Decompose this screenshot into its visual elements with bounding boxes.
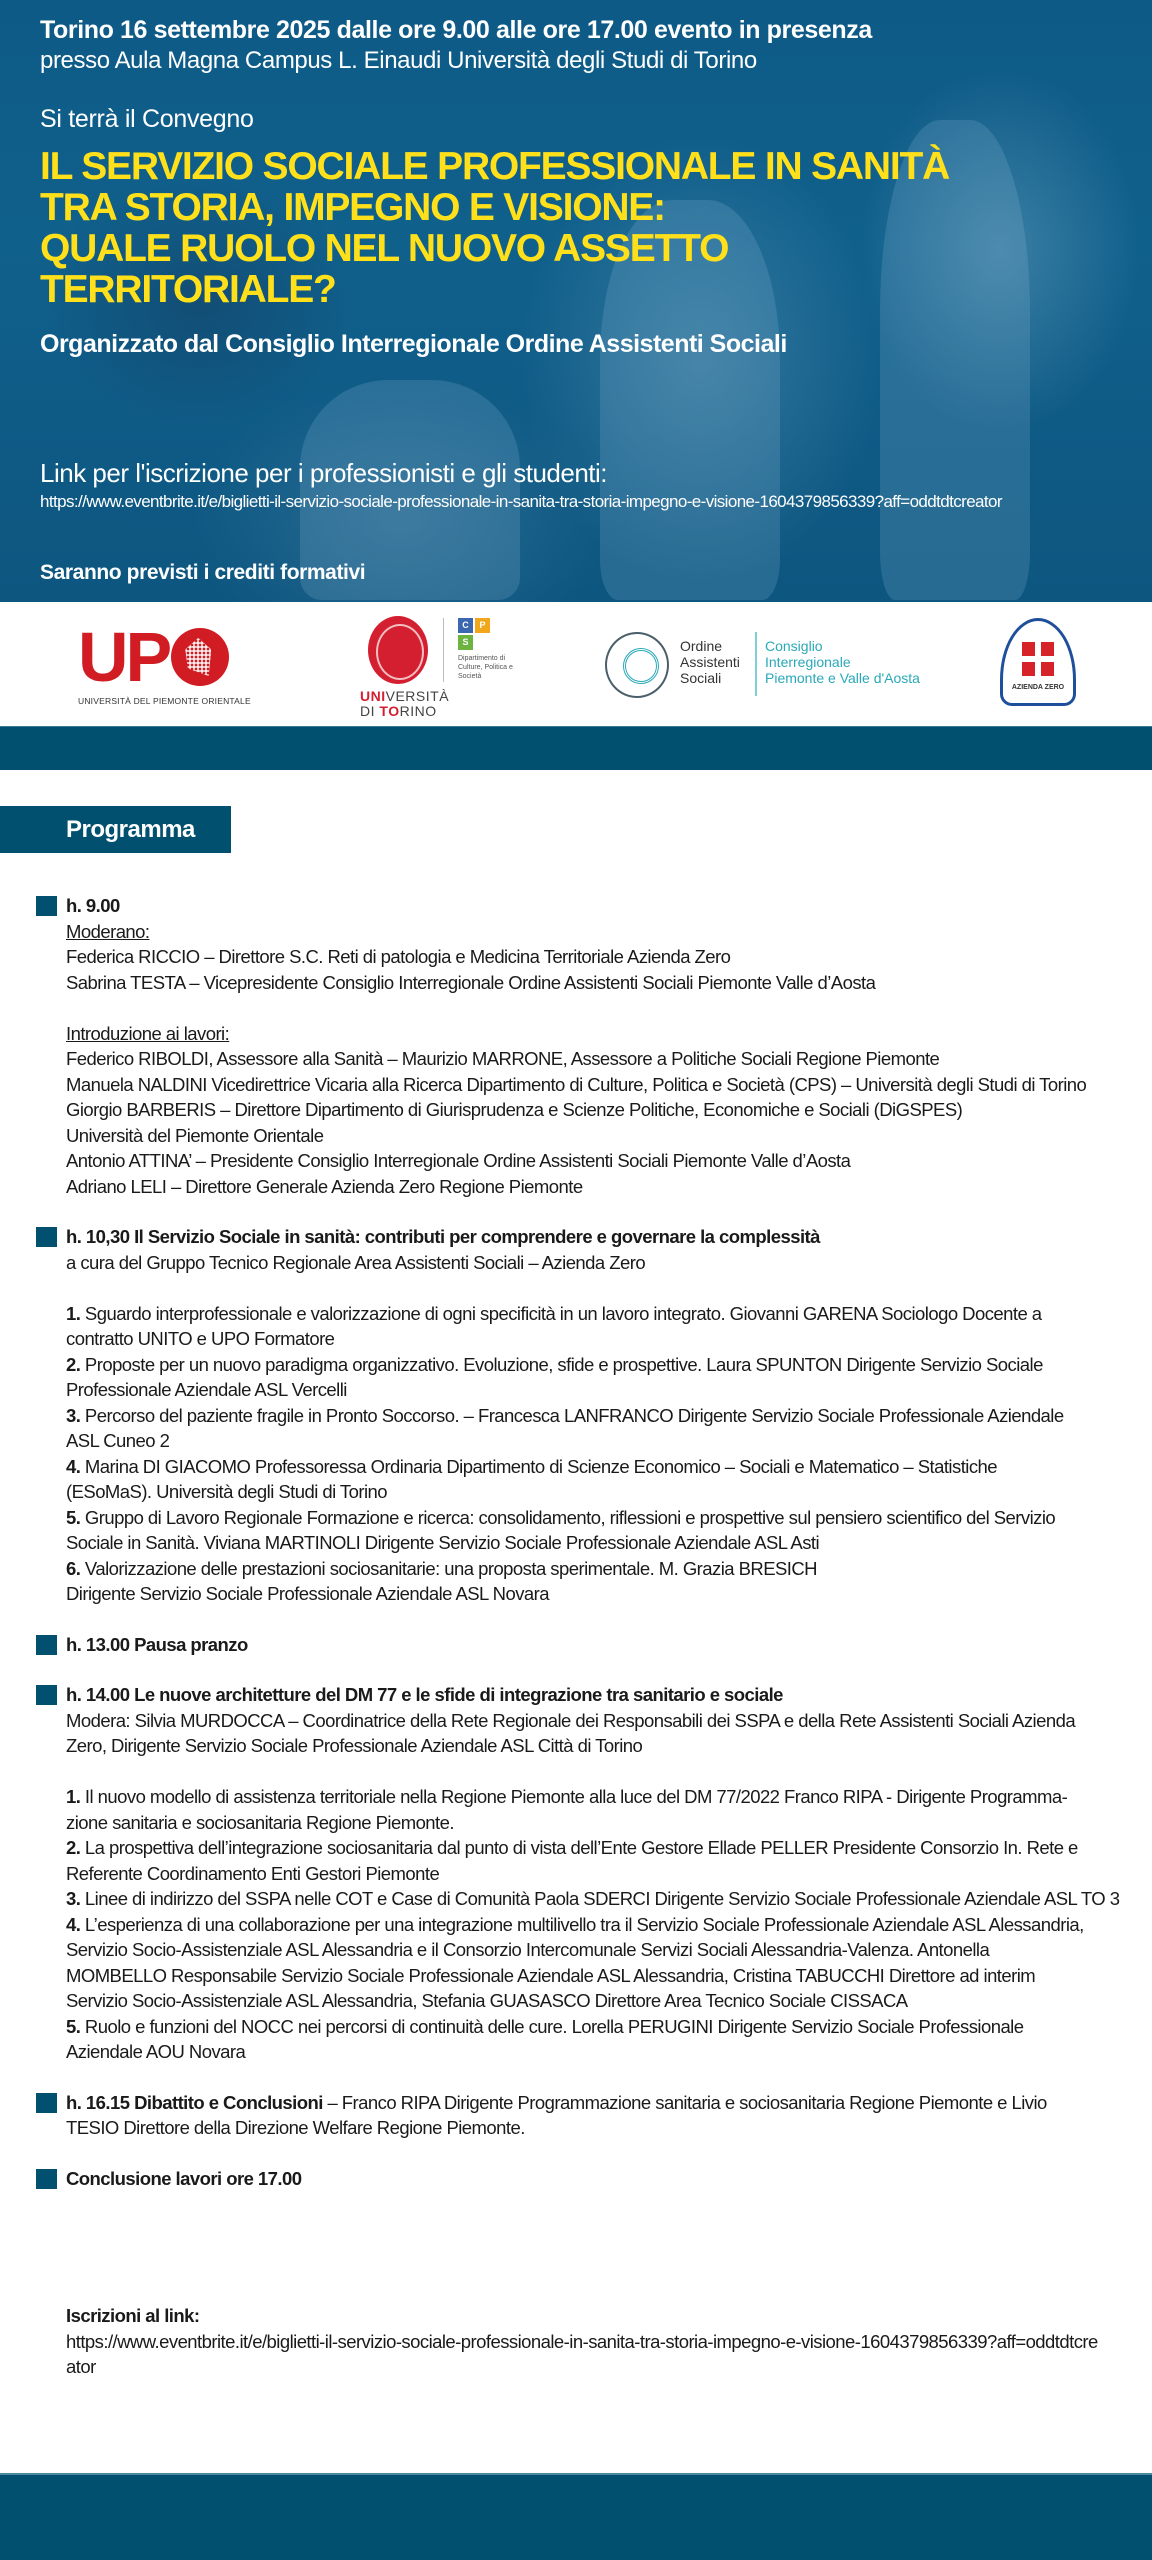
section-title: Conclusione lavori ore 17.00 [66,2167,302,2189]
azienda-zero-label: AZIENDA ZERO [1011,684,1065,691]
talk-item: 6. Valorizzazione delle prestazioni sociosanitarie: una proposta sperimentale. M. Grazia BRESICH Dirigente Servizio Sociale Professionale Aziendale ASL Novara [66,1557,817,1604]
speaker-line: Adriano LELI – Direttore Generale Azienda Zero Regione Piemonte [66,1175,583,1197]
partner-logos [0,602,1152,726]
intro-label: Introduzione ai lavori: [66,1022,230,1044]
section-time: h. 9.00 [66,895,120,916]
unito-seal-icon [368,616,428,684]
talk-item: 3. Percorso del paziente fragile in Pronto Soccorso. – Francesca LANFRANCO Dirigente Servizio Sociale Professionale Aziendale ASL Cuneo 2 [66,1404,1064,1451]
divider [443,618,444,682]
section-title: h. 10,30 Il Servizio Sociale in sanità: contributi per comprendere e governare la complessità [66,1226,820,1247]
signup-link[interactable]: https://www.eventbrite.it/e/biglietti-il-servizio-sociale-professionale-in-sanita-tra-storia-impegno-e-visione-1604379856339?aff=oddtdtcreator [66,2330,1098,2377]
section-marker-icon [36,1635,57,1655]
program-section-1400 [0,1682,1152,2065]
section-moderator: Modera: Silvia MURDOCCA – Coordinatrice della Rete Regionale dei Responsabili dei SSPA e della Rete Assistenti Sociali Azienda Zero, Dirigente Servizio Sociale Professionale Aziendale ASL Città di Torino [66,1709,1076,1756]
talk-item: 4. L’esperienza di una collaborazione per una integrazione multilivello tra il Servizio Sociale Professionale Aziendale ASL Alessandria, Servizio Socio-Assistenziale ASL Alessandria e il Consorzio Intercomunale Servizi Sociali Alessandria-Valenza. Antonella MOMBELLO Responsabile Servizio Sociale Professionale Aziendale ASL Alessandria, Cristina TABUCCHI Direttore ad interim Servizio Socio-Assistenziale ASL Alessandria, Stefania GUASASCO Direttore Area Tecnico Sociale CISSACA [66,1913,1084,2011]
speaker-line: Giorgio BARBERIS – Direttore Dipartimento di Giurisprudenza e Scienze Politiche, Economiche e Sociali (DiGSPES) [66,1099,963,1120]
hero-banner [0,0,1152,602]
oas-tree-icon [605,632,669,698]
speaker-line: Università del Piemonte Orientale [66,1124,324,1146]
event-title-line: IL SERVIZIO SOCIALE PROFESSIONALE IN SANITÀ [40,145,950,188]
speaker-line: Antonio ATTINA’ – Presidente Consiglio Interregionale Ordine Assistenti Sociali Piemonte Valle d’Aosta [66,1150,851,1171]
program-section-0900 [0,893,1152,1199]
moderator: Sabrina TESTA – Vicepresidente Consiglio Interregionale Ordine Assistenti Sociali Piemonte Valle d’Aosta [66,971,876,993]
event-title-line: TERRITORIALE? [40,268,336,311]
event-title [40,145,950,311]
event-organizer: Organizzato dal Consiglio Interregionale Ordine Assistenti Sociali [40,330,787,358]
talk-item: 3. Linee di indirizzo del SSPA nelle COT e Case di Comunità Paola SDERCI Dirigente Servizio Sociale Professionale Aziendale ASL TO 3 [66,1888,1120,1909]
azienda-zero-logo [998,618,1078,710]
cps-department-name: Dipartimento di Culture, Politica e Società [458,655,513,680]
talk-item: 1. Sguardo interprofessionale e valorizzazione di ogni specificità in un lavoro integrato. Giovanni GARENA Sociologo Docente a contratto UNITO e UPO Formatore [66,1302,1042,1349]
section-marker-icon [36,896,57,916]
event-title-line: TRA STORIA, IMPEGNO E VISIONE: [40,186,665,229]
section-title: h. 16.15 Dibattito e Conclusioni [66,2091,323,2113]
program-section-1615 [0,2090,1152,2141]
talk-item: 5. Gruppo di Lavoro Regionale Formazione e ricerca: consolidamento, riflessioni e prospettive sul pensiero scientifico del Servizio Sociale in Sanità. Viviana MARTINOLI Dirigente Servizio Sociale Professionale Aziendale ASL Asti [66,1506,1056,1553]
event-venue: presso Aula Magna Campus L. Einaudi Università degli Studi di Torino [40,47,757,74]
section-title: h. 13.00 Pausa pranzo [66,1633,248,1655]
section-title: h. 14.00 Le nuove architetture del DM 77 e le sfide di integrazione tra sanitario e sociale [66,1684,783,1705]
section-subtitle: a cura del Gruppo Tecnico Regionale Area Assistenti Sociali – Azienda Zero [66,1251,646,1273]
oas-council-name: Consiglio Interregionale Piemonte e Valle d'Aosta [765,638,920,686]
talk-item: 4. Marina DI GIACOMO Professoressa Ordinaria Dipartimento di Scienze Economico – Sociali e Matematico – Statistiche (ESoMaS). Università degli Studi di Torino [66,1455,998,1502]
signup-label: Iscrizioni al link: [66,2305,200,2326]
section-marker-icon [36,2169,57,2189]
event-title-line: QUALE RUOLO NEL NUOVO ASSETTO [40,227,729,270]
talk-item: 2. Proposte per un nuovo paradigma organizzativo. Evoluzione, sfide e prospettive. Laura SPUNTON Dirigente Servizio Sociale Professionale Aziendale ASL Vercelli [66,1353,1043,1400]
upo-logo [78,618,258,714]
header-band [0,726,1152,770]
section-marker-icon [36,2093,57,2113]
registration-link-label: Link per l'iscrizione per i professionisti e gli studenti: [40,458,608,488]
program-content [0,893,1152,2216]
speaker-line: Manuela NALDINI Vicedirettrice Vicaria alla Ricerca Dipartimento di Culture, Politica e Società (CPS) – Università degli Studi di Torino [66,1073,1087,1095]
moderators-label: Moderano: [66,920,150,942]
program-section-1700 [0,2166,1152,2192]
event-date: Torino 16 settembre 2025 dalle ore 9.00 alle ore 17.00 evento in presenza [40,16,872,44]
program-section-1300 [0,1632,1152,1658]
piemonte-map-icon [171,628,229,686]
upo-subtitle: UNIVERSITÀ DEL PIEMONTE ORIENTALE [78,696,251,706]
divider [755,632,757,696]
unito-name: UNIVERSITÀ DI TORINO [360,688,450,719]
savoy-cross-icon [1022,642,1054,676]
section-speakers: – Franco RIPA Dirigente Programmazione sanitaria e sociosanitaria Regione Piemonte e Livio TESIO Direttore della Direzione Welfare Regione Piemonte. [66,2091,1047,2138]
talk-item: 2. La prospettiva dell’integrazione sociosanitaria dal punto di vista dell’Ente Gestore Ellade PELLER Presidente Consorzio In. Rete e Referente Coordinamento Enti Gestori Piemonte [66,1837,1078,1884]
section-marker-icon [36,1685,57,1705]
event-intro: Si terrà il Convegno [40,105,254,133]
signup-block [66,2303,1106,2380]
upo-letters: UP [78,618,170,696]
registration-link[interactable]: https://www.eventbrite.it/e/biglietti-il-servizio-sociale-professionale-in-sanita-tra-storia-impegno-e-visione-1604379856339?aff=oddtdtcreator [40,492,1002,511]
oas-name: Ordine Assistenti Sociali [680,638,740,686]
cps-logo-icon: C P S [458,618,490,650]
unito-logo [360,614,530,719]
talk-item: 1. Il nuovo modello di assistenza territoriale nella Regione Piemonte alla luce del DM 77/2022 Franco RIPA - Dirigente Programma-zione sanitaria e sociosanitaria Regione Piemonte. [66,1786,1068,1833]
oas-logo [605,630,945,702]
credits-note: Saranno previsti i crediti formativi [40,561,366,584]
talk-item: 5. Ruolo e funzioni del NOCC nei percorsi di continuità delle cure. Lorella PERUGINI Dirigente Servizio Sociale Professionale Aziendale AOU Novara [66,2015,1024,2062]
moderator: Federica RICCIO – Direttore S.C. Reti di patologia e Medicina Territoriale Azienda Zero [66,946,731,967]
program-section-1030 [0,1224,1152,1607]
section-marker-icon [36,1227,57,1247]
footer-band [0,2473,1152,2560]
program-heading: Programma [0,806,231,853]
speaker-line: Federico RIBOLDI, Assessore alla Sanità – Maurizio MARRONE, Assessore a Politiche Sociali Regione Piemonte [66,1048,940,1069]
